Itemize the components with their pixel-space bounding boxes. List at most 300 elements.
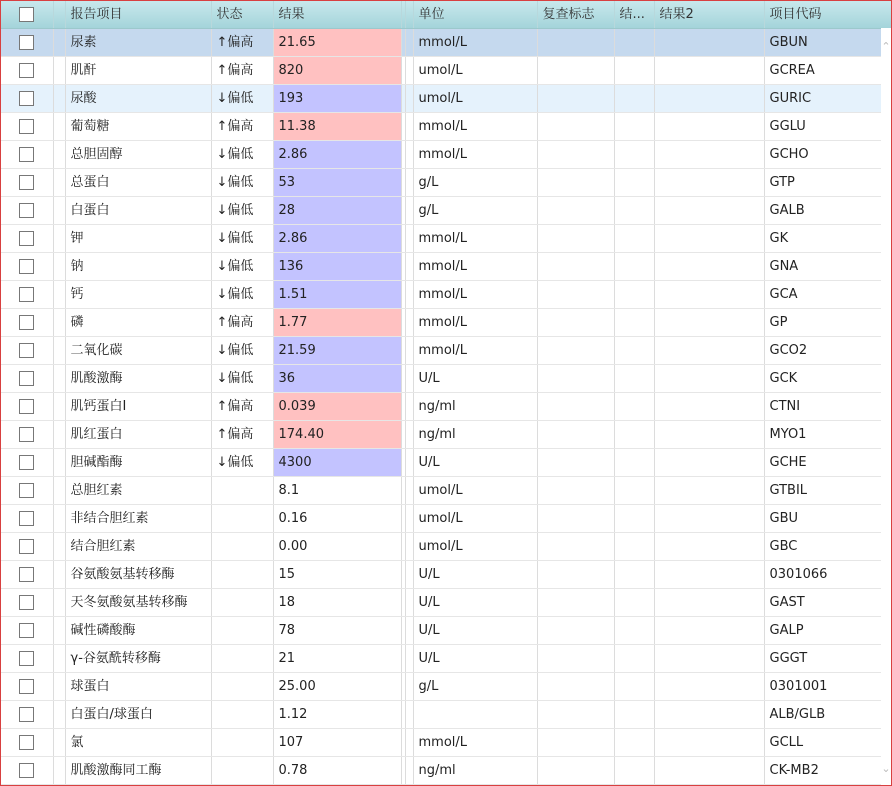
result2-cell bbox=[654, 197, 764, 225]
item-code-cell: GCHE bbox=[764, 449, 881, 477]
status-cell: ↓偏低 bbox=[211, 225, 273, 253]
item-name-cell: 尿酸 bbox=[65, 85, 211, 113]
result-cell: 820 bbox=[273, 57, 401, 85]
status-cell: ↓偏低 bbox=[211, 197, 273, 225]
row-checkbox-cell[interactable] bbox=[1, 645, 53, 673]
unit-cell: g/L bbox=[413, 673, 537, 701]
item-name-cell: 白蛋白 bbox=[65, 197, 211, 225]
unit-cell: mmol/L bbox=[413, 309, 537, 337]
status-cell bbox=[211, 533, 273, 561]
table-row[interactable] bbox=[1, 729, 881, 757]
table-row[interactable] bbox=[1, 281, 881, 309]
row-checkbox[interactable] bbox=[19, 567, 34, 582]
result-short-cell bbox=[614, 645, 654, 673]
status-cell bbox=[211, 505, 273, 533]
row-gap-cell bbox=[53, 253, 65, 281]
row-checkbox-cell[interactable] bbox=[1, 533, 53, 561]
item-name-cell: 钙 bbox=[65, 281, 211, 309]
row-checkbox[interactable] bbox=[19, 287, 34, 302]
recheck-flag-cell bbox=[537, 561, 614, 589]
item-name-cell: 肌酸激酶同工酶 bbox=[65, 757, 211, 785]
row-checkbox-cell[interactable] bbox=[1, 197, 53, 225]
table-row[interactable] bbox=[1, 85, 881, 113]
result-short-cell bbox=[614, 393, 654, 421]
row-checkbox[interactable] bbox=[19, 679, 34, 694]
item-name-cell: 非结合胆红素 bbox=[65, 505, 211, 533]
table-row[interactable] bbox=[1, 141, 881, 169]
table-row[interactable] bbox=[1, 337, 881, 365]
hidden-cell-b bbox=[405, 85, 413, 113]
unit-cell: mmol/L bbox=[413, 337, 537, 365]
table-row[interactable] bbox=[1, 365, 881, 393]
item-name-cell: 白蛋白/球蛋白 bbox=[65, 701, 211, 729]
item-name-cell: 谷氨酸氨基转移酶 bbox=[65, 561, 211, 589]
row-gap-cell bbox=[53, 449, 65, 477]
row-checkbox[interactable] bbox=[19, 651, 34, 666]
result-cell: 8.1 bbox=[273, 477, 401, 505]
table-row[interactable] bbox=[1, 197, 881, 225]
select-all-checkbox[interactable] bbox=[19, 7, 34, 22]
row-checkbox[interactable] bbox=[19, 371, 34, 386]
result-cell: 2.86 bbox=[273, 141, 401, 169]
status-cell bbox=[211, 757, 273, 785]
item-code-cell: GP bbox=[764, 309, 881, 337]
hidden-cell-b bbox=[405, 57, 413, 85]
row-gap-cell bbox=[53, 421, 65, 449]
result2-cell bbox=[654, 29, 764, 57]
row-gap-cell bbox=[53, 533, 65, 561]
row-checkbox-cell[interactable] bbox=[1, 281, 53, 309]
row-checkbox[interactable] bbox=[19, 35, 34, 50]
item-code-cell: CK-MB2 bbox=[764, 757, 881, 785]
select-all-header[interactable] bbox=[1, 1, 53, 29]
hidden-cell-b bbox=[405, 141, 413, 169]
result-cell: 28 bbox=[273, 197, 401, 225]
hidden-cell-b bbox=[405, 449, 413, 477]
table-row[interactable] bbox=[1, 113, 881, 141]
row-gap-cell bbox=[53, 757, 65, 785]
result-short-cell bbox=[614, 561, 654, 589]
row-gap-cell bbox=[53, 85, 65, 113]
result-short-cell bbox=[614, 29, 654, 57]
item-code-cell: GBUN bbox=[764, 29, 881, 57]
table-row[interactable] bbox=[1, 533, 881, 561]
result2-cell bbox=[654, 393, 764, 421]
lab-results-table bbox=[1, 1, 882, 785]
row-gap-cell bbox=[53, 169, 65, 197]
table-row[interactable] bbox=[1, 645, 881, 673]
table-row[interactable] bbox=[1, 477, 881, 505]
status-cell: ↑偏高 bbox=[211, 57, 273, 85]
vertical-scrollbar[interactable] bbox=[881, 28, 891, 785]
recheck-flag-cell bbox=[537, 701, 614, 729]
result2-cell bbox=[654, 673, 764, 701]
status-cell: ↑偏高 bbox=[211, 309, 273, 337]
unit-cell: U/L bbox=[413, 365, 537, 393]
item-name-cell: 胆碱酯酶 bbox=[65, 449, 211, 477]
result-cell: 0.039 bbox=[273, 393, 401, 421]
item-code-cell: GCK bbox=[764, 365, 881, 393]
chevron-down-icon[interactable]: ⌄ bbox=[881, 762, 891, 775]
status-cell bbox=[211, 617, 273, 645]
row-checkbox-cell[interactable] bbox=[1, 85, 53, 113]
row-gap-cell bbox=[53, 505, 65, 533]
row-gap-cell bbox=[53, 729, 65, 757]
recheck-flag-cell bbox=[537, 281, 614, 309]
table-row[interactable] bbox=[1, 673, 881, 701]
table-row[interactable] bbox=[1, 561, 881, 589]
table-row[interactable] bbox=[1, 421, 881, 449]
header-gap bbox=[53, 1, 65, 29]
item-name-cell: 天冬氨酸氨基转移酶 bbox=[65, 589, 211, 617]
item-name-cell: 肌红蛋白 bbox=[65, 421, 211, 449]
row-gap-cell bbox=[53, 393, 65, 421]
result-cell: 18 bbox=[273, 589, 401, 617]
unit-cell: U/L bbox=[413, 645, 537, 673]
result-cell: 2.86 bbox=[273, 225, 401, 253]
item-name-cell: 钾 bbox=[65, 225, 211, 253]
status-cell: ↓偏低 bbox=[211, 337, 273, 365]
table-row[interactable] bbox=[1, 505, 881, 533]
table-row[interactable] bbox=[1, 309, 881, 337]
hidden-cell-b bbox=[405, 505, 413, 533]
item-name-cell: 总胆红素 bbox=[65, 477, 211, 505]
row-checkbox-cell[interactable] bbox=[1, 57, 53, 85]
hidden-cell-b bbox=[405, 113, 413, 141]
col-header-result[interactable]: 结果 bbox=[273, 1, 401, 29]
status-cell bbox=[211, 561, 273, 589]
item-name-cell: 总蛋白 bbox=[65, 169, 211, 197]
col-header-recheck-flag[interactable]: 复查标志 bbox=[537, 1, 614, 29]
item-name-cell: 碱性磷酸酶 bbox=[65, 617, 211, 645]
chevron-up-icon[interactable]: ⌃ bbox=[881, 40, 891, 53]
item-code-cell: GBU bbox=[764, 505, 881, 533]
row-gap-cell bbox=[53, 477, 65, 505]
status-cell bbox=[211, 701, 273, 729]
row-gap-cell bbox=[53, 617, 65, 645]
unit-cell: U/L bbox=[413, 617, 537, 645]
status-cell: ↓偏低 bbox=[211, 365, 273, 393]
result-cell: 107 bbox=[273, 729, 401, 757]
col-header-unit[interactable]: 单位 bbox=[413, 1, 537, 29]
table-row[interactable] bbox=[1, 701, 881, 729]
item-name-cell: 磷 bbox=[65, 309, 211, 337]
recheck-flag-cell bbox=[537, 85, 614, 113]
result2-cell bbox=[654, 57, 764, 85]
row-checkbox-cell[interactable] bbox=[1, 505, 53, 533]
result-cell: 21 bbox=[273, 645, 401, 673]
result2-cell bbox=[654, 533, 764, 561]
result2-cell bbox=[654, 309, 764, 337]
item-code-cell: GNA bbox=[764, 253, 881, 281]
row-checkbox[interactable] bbox=[19, 203, 34, 218]
item-name-cell: 总胆固醇 bbox=[65, 141, 211, 169]
row-checkbox-cell[interactable] bbox=[1, 421, 53, 449]
table-body bbox=[1, 29, 881, 785]
result2-cell bbox=[654, 169, 764, 197]
item-code-cell: GGGT bbox=[764, 645, 881, 673]
status-cell: ↓偏低 bbox=[211, 253, 273, 281]
row-checkbox-cell[interactable] bbox=[1, 729, 53, 757]
recheck-flag-cell bbox=[537, 449, 614, 477]
result-short-cell bbox=[614, 449, 654, 477]
unit-cell: mmol/L bbox=[413, 141, 537, 169]
col-header-status[interactable]: 状态 bbox=[211, 1, 273, 29]
result-cell: 1.51 bbox=[273, 281, 401, 309]
unit-cell: umol/L bbox=[413, 85, 537, 113]
recheck-flag-cell bbox=[537, 337, 614, 365]
result-short-cell bbox=[614, 141, 654, 169]
result-short-cell bbox=[614, 673, 654, 701]
recheck-flag-cell bbox=[537, 29, 614, 57]
row-checkbox-cell[interactable] bbox=[1, 365, 53, 393]
result-cell: 1.77 bbox=[273, 309, 401, 337]
col-header-item-code[interactable]: 项目代码 bbox=[764, 1, 881, 29]
item-code-cell: GTBIL bbox=[764, 477, 881, 505]
row-checkbox[interactable] bbox=[19, 539, 34, 554]
result-cell: 1.12 bbox=[273, 701, 401, 729]
item-code-cell: GCO2 bbox=[764, 337, 881, 365]
col-header-item-name[interactable]: 报告项目 bbox=[65, 1, 211, 29]
status-cell: ↓偏低 bbox=[211, 281, 273, 309]
result-cell: 174.40 bbox=[273, 421, 401, 449]
result-cell: 25.00 bbox=[273, 673, 401, 701]
row-checkbox-cell[interactable] bbox=[1, 337, 53, 365]
hidden-cell-b bbox=[405, 757, 413, 785]
result-short-cell bbox=[614, 281, 654, 309]
result-short-cell bbox=[614, 253, 654, 281]
status-cell bbox=[211, 589, 273, 617]
col-header-result2[interactable]: 结果2 bbox=[654, 1, 764, 29]
row-gap-cell bbox=[53, 365, 65, 393]
row-checkbox[interactable] bbox=[19, 623, 34, 638]
unit-cell: ng/ml bbox=[413, 393, 537, 421]
item-code-cell: CTNI bbox=[764, 393, 881, 421]
row-checkbox[interactable] bbox=[19, 735, 34, 750]
hidden-cell-b bbox=[405, 225, 413, 253]
status-cell: ↑偏高 bbox=[211, 393, 273, 421]
row-checkbox-cell[interactable] bbox=[1, 309, 53, 337]
hidden-cell-b bbox=[405, 729, 413, 757]
item-code-cell: GALB bbox=[764, 197, 881, 225]
unit-cell: mmol/L bbox=[413, 29, 537, 57]
result2-cell bbox=[654, 477, 764, 505]
unit-cell: mmol/L bbox=[413, 225, 537, 253]
table-row[interactable] bbox=[1, 617, 881, 645]
result2-cell bbox=[654, 449, 764, 477]
row-checkbox[interactable] bbox=[19, 147, 34, 162]
row-checkbox-cell[interactable] bbox=[1, 141, 53, 169]
item-name-cell: 氯 bbox=[65, 729, 211, 757]
hidden-cell-b bbox=[405, 169, 413, 197]
item-code-cell: GCA bbox=[764, 281, 881, 309]
result-short-cell bbox=[614, 57, 654, 85]
col-header-hidden-b[interactable] bbox=[405, 1, 413, 29]
hidden-cell-b bbox=[405, 281, 413, 309]
row-checkbox-cell[interactable] bbox=[1, 617, 53, 645]
item-name-cell: 二氧化碳 bbox=[65, 337, 211, 365]
recheck-flag-cell bbox=[537, 57, 614, 85]
table-row[interactable] bbox=[1, 393, 881, 421]
unit-cell: umol/L bbox=[413, 533, 537, 561]
row-checkbox-cell[interactable] bbox=[1, 673, 53, 701]
hidden-cell-b bbox=[405, 393, 413, 421]
unit-cell: mmol/L bbox=[413, 729, 537, 757]
row-gap-cell bbox=[53, 113, 65, 141]
hidden-cell-b bbox=[405, 365, 413, 393]
item-name-cell: 肌酐 bbox=[65, 57, 211, 85]
table-row[interactable] bbox=[1, 757, 881, 785]
result-short-cell bbox=[614, 365, 654, 393]
row-checkbox[interactable] bbox=[19, 63, 34, 78]
row-checkbox[interactable] bbox=[19, 595, 34, 610]
item-code-cell: GCHO bbox=[764, 141, 881, 169]
row-checkbox-cell[interactable] bbox=[1, 225, 53, 253]
item-code-cell: GALP bbox=[764, 617, 881, 645]
row-checkbox-cell[interactable] bbox=[1, 477, 53, 505]
result-cell: 53 bbox=[273, 169, 401, 197]
row-gap-cell bbox=[53, 281, 65, 309]
result2-cell bbox=[654, 617, 764, 645]
row-checkbox[interactable] bbox=[19, 455, 34, 470]
unit-cell: mmol/L bbox=[413, 253, 537, 281]
status-cell bbox=[211, 729, 273, 757]
row-checkbox[interactable] bbox=[19, 511, 34, 526]
unit-cell bbox=[413, 701, 537, 729]
row-checkbox[interactable] bbox=[19, 119, 34, 134]
hidden-cell-b bbox=[405, 561, 413, 589]
item-code-cell: GBC bbox=[764, 533, 881, 561]
row-checkbox-cell[interactable] bbox=[1, 589, 53, 617]
unit-cell: U/L bbox=[413, 561, 537, 589]
item-code-cell: 0301001 bbox=[764, 673, 881, 701]
row-checkbox-cell[interactable] bbox=[1, 757, 53, 785]
item-code-cell: GGLU bbox=[764, 113, 881, 141]
row-checkbox-cell[interactable] bbox=[1, 393, 53, 421]
item-name-cell: 球蛋白 bbox=[65, 673, 211, 701]
result2-cell bbox=[654, 225, 764, 253]
hidden-cell-b bbox=[405, 533, 413, 561]
result-short-cell bbox=[614, 337, 654, 365]
row-checkbox[interactable] bbox=[19, 175, 34, 190]
row-checkbox[interactable] bbox=[19, 231, 34, 246]
result2-cell bbox=[654, 337, 764, 365]
hidden-cell-b bbox=[405, 197, 413, 225]
hidden-cell-b bbox=[405, 309, 413, 337]
row-checkbox-cell[interactable] bbox=[1, 561, 53, 589]
recheck-flag-cell bbox=[537, 477, 614, 505]
row-checkbox[interactable] bbox=[19, 483, 34, 498]
row-checkbox[interactable] bbox=[19, 259, 34, 274]
recheck-flag-cell bbox=[537, 673, 614, 701]
unit-cell: g/L bbox=[413, 197, 537, 225]
result-short-cell bbox=[614, 477, 654, 505]
table-row[interactable] bbox=[1, 253, 881, 281]
result2-cell bbox=[654, 421, 764, 449]
status-cell: ↓偏低 bbox=[211, 449, 273, 477]
row-checkbox-cell[interactable] bbox=[1, 29, 53, 57]
item-code-cell: GAST bbox=[764, 589, 881, 617]
recheck-flag-cell bbox=[537, 253, 614, 281]
row-gap-cell bbox=[53, 309, 65, 337]
status-cell: ↑偏高 bbox=[211, 421, 273, 449]
row-checkbox-cell[interactable] bbox=[1, 113, 53, 141]
item-code-cell: MYO1 bbox=[764, 421, 881, 449]
hidden-cell-b bbox=[405, 421, 413, 449]
result-cell: 0.00 bbox=[273, 533, 401, 561]
result-cell: 0.16 bbox=[273, 505, 401, 533]
row-checkbox[interactable] bbox=[19, 91, 34, 106]
row-gap-cell bbox=[53, 645, 65, 673]
row-checkbox[interactable] bbox=[19, 427, 34, 442]
row-checkbox-cell[interactable] bbox=[1, 701, 53, 729]
result-cell: 21.59 bbox=[273, 337, 401, 365]
table-row[interactable] bbox=[1, 225, 881, 253]
row-checkbox-cell[interactable] bbox=[1, 169, 53, 197]
result-short-cell bbox=[614, 505, 654, 533]
result2-cell bbox=[654, 757, 764, 785]
row-gap-cell bbox=[53, 337, 65, 365]
table-row[interactable] bbox=[1, 57, 881, 85]
result2-cell bbox=[654, 253, 764, 281]
status-cell: ↑偏高 bbox=[211, 29, 273, 57]
status-cell: ↑偏高 bbox=[211, 113, 273, 141]
col-header-result-short[interactable]: 结... bbox=[614, 1, 654, 29]
result2-cell bbox=[654, 141, 764, 169]
row-gap-cell bbox=[53, 225, 65, 253]
row-checkbox[interactable] bbox=[19, 399, 34, 414]
row-checkbox[interactable] bbox=[19, 315, 34, 330]
hidden-cell-b bbox=[405, 701, 413, 729]
item-name-cell: 葡萄糖 bbox=[65, 113, 211, 141]
result2-cell bbox=[654, 281, 764, 309]
status-cell bbox=[211, 477, 273, 505]
header-row bbox=[1, 1, 881, 29]
status-cell: ↓偏低 bbox=[211, 85, 273, 113]
recheck-flag-cell bbox=[537, 645, 614, 673]
row-gap-cell bbox=[53, 673, 65, 701]
item-code-cell: GK bbox=[764, 225, 881, 253]
result-short-cell bbox=[614, 113, 654, 141]
row-checkbox-cell[interactable] bbox=[1, 253, 53, 281]
recheck-flag-cell bbox=[537, 757, 614, 785]
recheck-flag-cell bbox=[537, 729, 614, 757]
item-code-cell: GCLL bbox=[764, 729, 881, 757]
item-code-cell: GCREA bbox=[764, 57, 881, 85]
row-checkbox[interactable] bbox=[19, 763, 34, 778]
result-short-cell bbox=[614, 757, 654, 785]
table-row[interactable] bbox=[1, 169, 881, 197]
result-cell: 15 bbox=[273, 561, 401, 589]
result-cell: 21.65 bbox=[273, 29, 401, 57]
hidden-cell-b bbox=[405, 253, 413, 281]
row-checkbox[interactable] bbox=[19, 707, 34, 722]
result-cell: 4300 bbox=[273, 449, 401, 477]
item-code-cell: GURIC bbox=[764, 85, 881, 113]
table-row[interactable] bbox=[1, 449, 881, 477]
row-checkbox[interactable] bbox=[19, 343, 34, 358]
item-code-cell: 0301066 bbox=[764, 561, 881, 589]
table-row[interactable] bbox=[1, 29, 881, 57]
recheck-flag-cell bbox=[537, 169, 614, 197]
unit-cell: U/L bbox=[413, 589, 537, 617]
hidden-cell-b bbox=[405, 617, 413, 645]
table-row[interactable] bbox=[1, 589, 881, 617]
header-corner bbox=[881, 1, 891, 28]
row-gap-cell bbox=[53, 561, 65, 589]
row-checkbox-cell[interactable] bbox=[1, 449, 53, 477]
result-short-cell bbox=[614, 169, 654, 197]
